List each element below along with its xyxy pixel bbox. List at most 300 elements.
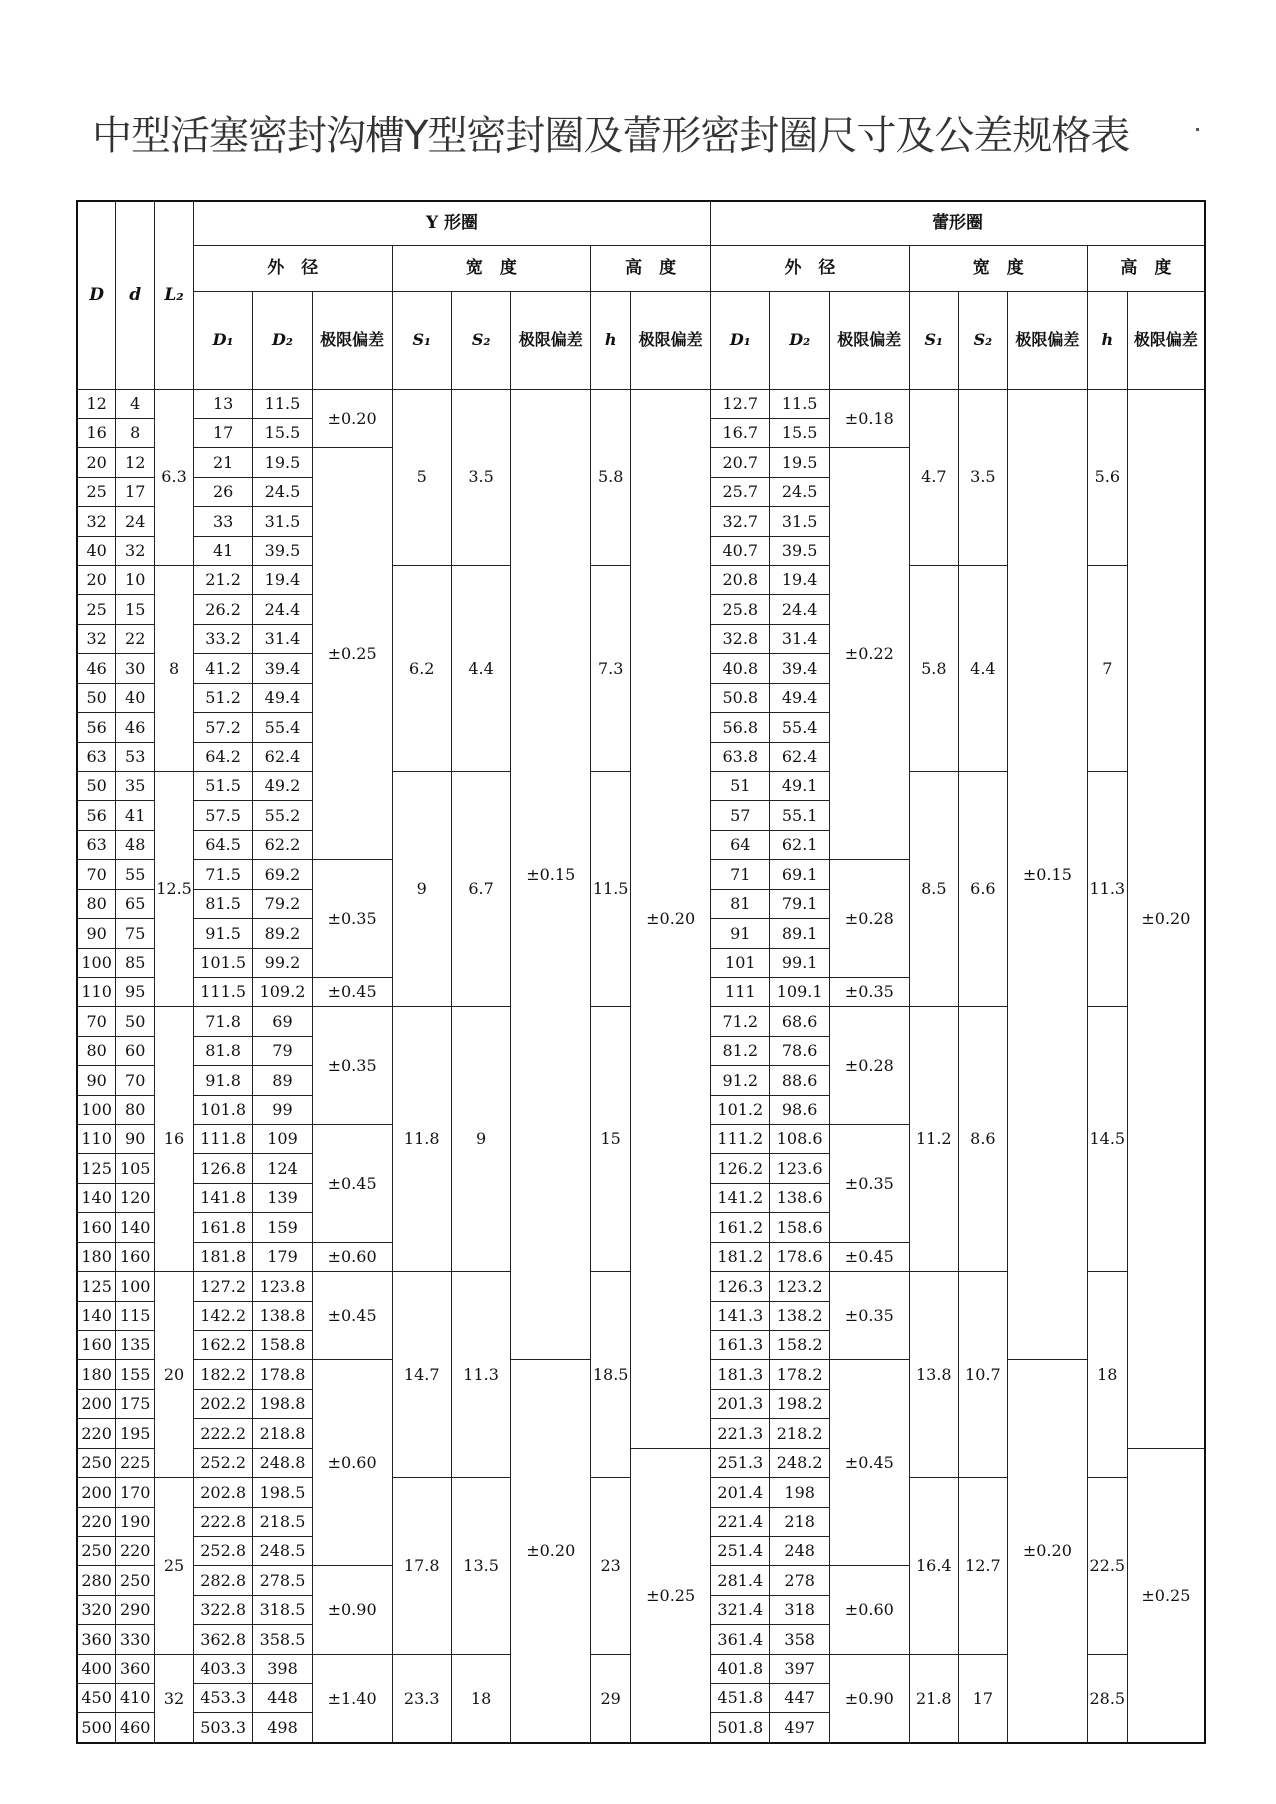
header-bud-width: 宽 度 <box>909 245 1087 291</box>
cell-y-D1: 222.8 <box>193 1507 252 1536</box>
cell-y-D1: 64.2 <box>193 742 252 771</box>
cell-bud-D1: 501.8 <box>711 1713 770 1743</box>
cell-bud-od-tolerance: ±0.35 <box>829 1125 909 1243</box>
cell-bud-D1: 12.7 <box>711 389 770 418</box>
cell-bud-D1: 126.3 <box>711 1272 770 1301</box>
cell-y-D2: 198.8 <box>253 1389 312 1418</box>
cell-bud-width-tolerance: ±0.20 <box>1007 1360 1087 1743</box>
header-y-ring: Y 形圈 <box>193 201 710 245</box>
cell-bud-D1: 40.7 <box>711 536 770 565</box>
cell-d: 75 <box>116 919 155 948</box>
cell-y-D1: 453.3 <box>193 1684 252 1713</box>
cell-bud-D1: 111.2 <box>711 1125 770 1154</box>
cell-bud-S1: 8.5 <box>909 771 958 1006</box>
cell-bud-D2: 123.6 <box>770 1154 829 1183</box>
cell-bud-D2: 39.4 <box>770 654 829 683</box>
cell-d: 135 <box>116 1331 155 1360</box>
cell-d: 53 <box>116 742 155 771</box>
cell-D: 20 <box>77 448 116 477</box>
cell-bud-S2: 10.7 <box>958 1272 1007 1478</box>
cell-y-D1: 21.2 <box>193 566 252 595</box>
cell-y-od-tolerance: ±0.45 <box>312 1125 392 1243</box>
cell-bud-D1: 451.8 <box>711 1684 770 1713</box>
cell-y-D1: 71.5 <box>193 860 252 889</box>
cell-bud-D2: 69.1 <box>770 860 829 889</box>
cell-y-S2: 9 <box>451 1007 510 1272</box>
cell-d: 95 <box>116 977 155 1006</box>
cell-d: 12 <box>116 448 155 477</box>
cell-bud-D2: 55.1 <box>770 801 829 830</box>
cell-bud-D2: 68.6 <box>770 1007 829 1036</box>
cell-d: 10 <box>116 566 155 595</box>
cell-bud-h: 18 <box>1087 1272 1127 1478</box>
cell-bud-D1: 32.8 <box>711 624 770 653</box>
cell-D: 50 <box>77 683 116 712</box>
cell-bud-D2: 99.1 <box>770 948 829 977</box>
cell-d: 60 <box>116 1036 155 1065</box>
cell-d: 35 <box>116 771 155 800</box>
header-L2: L₂ <box>155 201 194 389</box>
cell-d: 175 <box>116 1389 155 1418</box>
cell-y-D1: 33 <box>193 507 252 536</box>
cell-y-od-tolerance: ±0.25 <box>312 448 392 860</box>
cell-d: 140 <box>116 1213 155 1242</box>
cell-d: 40 <box>116 683 155 712</box>
cell-d: 195 <box>116 1419 155 1448</box>
cell-d: 50 <box>116 1007 155 1036</box>
cell-d: 170 <box>116 1478 155 1507</box>
header-bud-height-deviation: 极限偏差 <box>1127 291 1205 389</box>
cell-bud-D2: 98.6 <box>770 1095 829 1124</box>
cell-bud-D2: 138.6 <box>770 1183 829 1212</box>
cell-D: 63 <box>77 830 116 859</box>
cell-y-D1: 26 <box>193 477 252 506</box>
cell-y-D2: 62.4 <box>253 742 312 771</box>
cell-d: 70 <box>116 1066 155 1095</box>
cell-D: 63 <box>77 742 116 771</box>
cell-bud-D2: 218 <box>770 1507 829 1536</box>
cell-y-height-tolerance: ±0.25 <box>631 1448 711 1743</box>
cell-y-D2: 39.5 <box>253 536 312 565</box>
cell-y-od-tolerance: ±0.35 <box>312 1007 392 1125</box>
cell-y-D1: 17 <box>193 418 252 447</box>
cell-bud-D1: 141.3 <box>711 1301 770 1330</box>
header-y-S1: S₁ <box>392 291 451 389</box>
cell-y-S2: 6.7 <box>451 771 510 1006</box>
cell-bud-D1: 161.3 <box>711 1331 770 1360</box>
cell-bud-od-tolerance: ±0.35 <box>829 1272 909 1360</box>
cell-bud-D1: 401.8 <box>711 1654 770 1683</box>
cell-D: 250 <box>77 1448 116 1477</box>
cell-y-D2: 179 <box>253 1242 312 1271</box>
cell-y-D1: 127.2 <box>193 1272 252 1301</box>
cell-bud-D2: 24.4 <box>770 595 829 624</box>
cell-y-D2: 39.4 <box>253 654 312 683</box>
cell-bud-S1: 13.8 <box>909 1272 958 1478</box>
cell-bud-od-tolerance: ±0.18 <box>829 389 909 448</box>
cell-D: 100 <box>77 948 116 977</box>
title-dot-mark <box>1196 128 1199 131</box>
cell-bud-D1: 251.3 <box>711 1448 770 1477</box>
cell-bud-S2: 6.6 <box>958 771 1007 1006</box>
cell-D: 20 <box>77 566 116 595</box>
cell-bud-D2: 11.5 <box>770 389 829 418</box>
cell-bud-D1: 16.7 <box>711 418 770 447</box>
cell-bud-D1: 101.2 <box>711 1095 770 1124</box>
cell-bud-D2: 108.6 <box>770 1125 829 1154</box>
header-y-width: 宽 度 <box>392 245 591 291</box>
cell-d: 120 <box>116 1183 155 1212</box>
cell-D: 56 <box>77 801 116 830</box>
cell-y-D2: 79.2 <box>253 889 312 918</box>
cell-D: 500 <box>77 1713 116 1743</box>
header-y-h: h <box>591 291 631 389</box>
cell-y-D1: 182.2 <box>193 1360 252 1389</box>
cell-y-D1: 403.3 <box>193 1654 252 1683</box>
cell-y-S2: 3.5 <box>451 389 510 566</box>
cell-bud-D2: 447 <box>770 1684 829 1713</box>
cell-D: 70 <box>77 860 116 889</box>
cell-y-height-tolerance: ±0.20 <box>631 389 711 1448</box>
cell-y-D2: 69.2 <box>253 860 312 889</box>
cell-d: 220 <box>116 1536 155 1565</box>
cell-d: 155 <box>116 1360 155 1389</box>
cell-y-D2: 24.4 <box>253 595 312 624</box>
cell-y-D2: 178.8 <box>253 1360 312 1389</box>
cell-y-D2: 109 <box>253 1125 312 1154</box>
cell-d: 460 <box>116 1713 155 1743</box>
cell-d: 90 <box>116 1125 155 1154</box>
cell-y-D1: 101.8 <box>193 1095 252 1124</box>
cell-bud-od-tolerance: ±0.22 <box>829 448 909 860</box>
cell-y-S1: 23.3 <box>392 1654 451 1743</box>
table-body <box>77 389 1205 1743</box>
cell-bud-S2: 12.7 <box>958 1478 1007 1655</box>
cell-y-D1: 41.2 <box>193 654 252 683</box>
cell-bud-S1: 5.8 <box>909 566 958 772</box>
cell-y-D1: 91.8 <box>193 1066 252 1095</box>
cell-y-D2: 79 <box>253 1036 312 1065</box>
cell-D: 40 <box>77 536 116 565</box>
cell-bud-S2: 17 <box>958 1654 1007 1743</box>
cell-D: 125 <box>77 1154 116 1183</box>
cell-y-D2: 69 <box>253 1007 312 1036</box>
cell-D: 25 <box>77 595 116 624</box>
cell-D: 140 <box>77 1183 116 1212</box>
cell-y-D1: 26.2 <box>193 595 252 624</box>
header-bud-od-deviation: 极限偏差 <box>829 291 909 389</box>
cell-y-D1: 51.5 <box>193 771 252 800</box>
cell-bud-D2: 89.1 <box>770 919 829 948</box>
cell-d: 4 <box>116 389 155 418</box>
cell-D: 80 <box>77 1036 116 1065</box>
cell-bud-D2: 19.4 <box>770 566 829 595</box>
cell-D: 110 <box>77 1125 116 1154</box>
cell-y-S1: 14.7 <box>392 1272 451 1478</box>
cell-bud-D2: 15.5 <box>770 418 829 447</box>
cell-bud-D2: 278 <box>770 1566 829 1595</box>
cell-bud-D1: 101 <box>711 948 770 977</box>
cell-d: 15 <box>116 595 155 624</box>
cell-bud-D2: 88.6 <box>770 1066 829 1095</box>
cell-D: 220 <box>77 1419 116 1448</box>
cell-y-D1: 81.5 <box>193 889 252 918</box>
cell-y-D2: 398 <box>253 1654 312 1683</box>
cell-D: 90 <box>77 919 116 948</box>
cell-d: 80 <box>116 1095 155 1124</box>
cell-d: 46 <box>116 713 155 742</box>
cell-bud-D2: 397 <box>770 1654 829 1683</box>
cell-D: 200 <box>77 1389 116 1418</box>
cell-y-D2: 248.8 <box>253 1448 312 1477</box>
cell-bud-od-tolerance: ±0.45 <box>829 1360 909 1566</box>
cell-bud-S1: 11.2 <box>909 1007 958 1272</box>
cell-bud-D2: 497 <box>770 1713 829 1743</box>
cell-D: 12 <box>77 389 116 418</box>
cell-bud-D2: 109.1 <box>770 977 829 1006</box>
cell-bud-height-tolerance: ±0.20 <box>1127 389 1205 1448</box>
header-y-D1: D₁ <box>193 291 252 389</box>
cell-bud-od-tolerance: ±0.35 <box>829 977 909 1006</box>
cell-y-D2: 49.2 <box>253 771 312 800</box>
cell-bud-D2: 158.6 <box>770 1213 829 1242</box>
cell-y-D2: 31.5 <box>253 507 312 536</box>
cell-d: 65 <box>116 889 155 918</box>
cell-y-D2: 62.2 <box>253 830 312 859</box>
cell-bud-S2: 3.5 <box>958 389 1007 566</box>
cell-bud-D1: 32.7 <box>711 507 770 536</box>
cell-bud-D1: 201.3 <box>711 1389 770 1418</box>
cell-bud-D2: 158.2 <box>770 1331 829 1360</box>
cell-y-D2: 123.8 <box>253 1272 312 1301</box>
cell-bud-D1: 71.2 <box>711 1007 770 1036</box>
cell-L2: 16 <box>155 1007 194 1272</box>
cell-D: 400 <box>77 1654 116 1683</box>
cell-y-h: 15 <box>591 1007 631 1272</box>
cell-d: 41 <box>116 801 155 830</box>
cell-bud-D2: 78.6 <box>770 1036 829 1065</box>
cell-y-D1: 162.2 <box>193 1331 252 1360</box>
cell-d: 160 <box>116 1242 155 1271</box>
cell-bud-h: 22.5 <box>1087 1478 1127 1655</box>
cell-L2: 32 <box>155 1654 194 1743</box>
cell-bud-h: 11.3 <box>1087 771 1127 1006</box>
cell-y-width-tolerance: ±0.15 <box>511 389 591 1360</box>
cell-y-D2: 55.2 <box>253 801 312 830</box>
cell-y-D1: 362.8 <box>193 1625 252 1654</box>
cell-D: 320 <box>77 1595 116 1624</box>
cell-D: 80 <box>77 889 116 918</box>
cell-d: 190 <box>116 1507 155 1536</box>
cell-y-D2: 24.5 <box>253 477 312 506</box>
cell-bud-D1: 361.4 <box>711 1625 770 1654</box>
cell-bud-D1: 181.3 <box>711 1360 770 1389</box>
cell-y-D2: 31.4 <box>253 624 312 653</box>
cell-bud-D1: 201.4 <box>711 1478 770 1507</box>
header-y-D2: D₂ <box>253 291 312 389</box>
cell-bud-od-tolerance: ±0.45 <box>829 1242 909 1271</box>
cell-y-D1: 282.8 <box>193 1566 252 1595</box>
cell-y-D2: 278.5 <box>253 1566 312 1595</box>
cell-y-D2: 158.8 <box>253 1331 312 1360</box>
cell-y-D1: 71.8 <box>193 1007 252 1036</box>
cell-bud-D1: 57 <box>711 801 770 830</box>
cell-bud-D2: 79.1 <box>770 889 829 918</box>
cell-bud-D2: 138.2 <box>770 1301 829 1330</box>
cell-y-S1: 9 <box>392 771 451 1006</box>
cell-bud-D1: 321.4 <box>711 1595 770 1624</box>
cell-y-D1: 161.8 <box>193 1213 252 1242</box>
cell-bud-S1: 21.8 <box>909 1654 958 1743</box>
cell-d: 8 <box>116 418 155 447</box>
cell-bud-D1: 51 <box>711 771 770 800</box>
cell-bud-D1: 141.2 <box>711 1183 770 1212</box>
cell-bud-D2: 248.2 <box>770 1448 829 1477</box>
cell-bud-D2: 248 <box>770 1536 829 1565</box>
header-bud-h: h <box>1087 291 1127 389</box>
cell-d: 330 <box>116 1625 155 1654</box>
cell-bud-D2: 358 <box>770 1625 829 1654</box>
cell-bud-D1: 126.2 <box>711 1154 770 1183</box>
cell-d: 32 <box>116 536 155 565</box>
cell-y-D2: 109.2 <box>253 977 312 1006</box>
cell-D: 180 <box>77 1360 116 1389</box>
cell-bud-D1: 221.3 <box>711 1419 770 1448</box>
cell-d: 250 <box>116 1566 155 1595</box>
cell-y-D1: 91.5 <box>193 919 252 948</box>
cell-y-D1: 503.3 <box>193 1713 252 1743</box>
cell-L2: 20 <box>155 1272 194 1478</box>
cell-bud-D2: 318 <box>770 1595 829 1624</box>
cell-D: 140 <box>77 1301 116 1330</box>
cell-y-D2: 358.5 <box>253 1625 312 1654</box>
cell-y-D2: 138.8 <box>253 1301 312 1330</box>
cell-d: 30 <box>116 654 155 683</box>
cell-bud-h: 5.6 <box>1087 389 1127 566</box>
cell-bud-D2: 62.4 <box>770 742 829 771</box>
cell-y-D1: 322.8 <box>193 1595 252 1624</box>
cell-bud-D1: 181.2 <box>711 1242 770 1271</box>
cell-D: 50 <box>77 771 116 800</box>
cell-bud-S1: 4.7 <box>909 389 958 566</box>
cell-L2: 6.3 <box>155 389 194 566</box>
cell-bud-D2: 39.5 <box>770 536 829 565</box>
cell-y-D1: 141.8 <box>193 1183 252 1212</box>
header-D: D <box>77 201 116 389</box>
cell-y-D1: 57.2 <box>193 713 252 742</box>
cell-y-od-tolerance: ±0.60 <box>312 1242 392 1271</box>
cell-bud-D1: 25.7 <box>711 477 770 506</box>
cell-y-D1: 252.8 <box>193 1536 252 1565</box>
table-row <box>77 389 1205 418</box>
cell-bud-S2: 8.6 <box>958 1007 1007 1272</box>
cell-y-D1: 41 <box>193 536 252 565</box>
cell-D: 160 <box>77 1213 116 1242</box>
cell-y-D2: 11.5 <box>253 389 312 418</box>
cell-bud-D1: 63.8 <box>711 742 770 771</box>
cell-d: 55 <box>116 860 155 889</box>
cell-y-D1: 181.8 <box>193 1242 252 1271</box>
cell-y-D1: 81.8 <box>193 1036 252 1065</box>
header-bud-ring: 蕾形圈 <box>711 201 1205 245</box>
cell-D: 280 <box>77 1566 116 1595</box>
cell-y-D1: 222.2 <box>193 1419 252 1448</box>
header-y-outer-diameter: 外 径 <box>193 245 392 291</box>
cell-y-D2: 218.5 <box>253 1507 312 1536</box>
cell-bud-D2: 55.4 <box>770 713 829 742</box>
cell-bud-D1: 81 <box>711 889 770 918</box>
header-y-height-deviation: 极限偏差 <box>631 291 711 389</box>
cell-y-D1: 202.2 <box>193 1389 252 1418</box>
cell-y-h: 23 <box>591 1478 631 1655</box>
cell-y-D2: 498 <box>253 1713 312 1743</box>
cell-bud-D1: 56.8 <box>711 713 770 742</box>
cell-bud-D1: 40.8 <box>711 654 770 683</box>
cell-y-D2: 49.4 <box>253 683 312 712</box>
cell-y-D2: 448 <box>253 1684 312 1713</box>
cell-y-D1: 202.8 <box>193 1478 252 1507</box>
cell-bud-D2: 31.4 <box>770 624 829 653</box>
cell-y-D1: 126.8 <box>193 1154 252 1183</box>
cell-y-D1: 142.2 <box>193 1301 252 1330</box>
cell-d: 225 <box>116 1448 155 1477</box>
cell-y-D1: 252.2 <box>193 1448 252 1477</box>
cell-y-width-tolerance: ±0.20 <box>511 1360 591 1743</box>
cell-D: 250 <box>77 1536 116 1565</box>
cell-bud-D1: 71 <box>711 860 770 889</box>
cell-y-h: 7.3 <box>591 566 631 772</box>
cell-bud-D2: 49.4 <box>770 683 829 712</box>
cell-D: 16 <box>77 418 116 447</box>
cell-bud-D1: 281.4 <box>711 1566 770 1595</box>
cell-d: 17 <box>116 477 155 506</box>
cell-L2: 25 <box>155 1478 194 1655</box>
cell-D: 32 <box>77 624 116 653</box>
cell-bud-D2: 198.2 <box>770 1389 829 1418</box>
cell-bud-D1: 64 <box>711 830 770 859</box>
cell-y-D1: 21 <box>193 448 252 477</box>
cell-bud-D1: 91.2 <box>711 1066 770 1095</box>
cell-bud-D1: 221.4 <box>711 1507 770 1536</box>
cell-bud-od-tolerance: ±0.28 <box>829 1007 909 1125</box>
cell-y-od-tolerance: ±0.45 <box>312 977 392 1006</box>
cell-d: 22 <box>116 624 155 653</box>
cell-D: 360 <box>77 1625 116 1654</box>
cell-y-D1: 111.8 <box>193 1125 252 1154</box>
cell-bud-D1: 81.2 <box>711 1036 770 1065</box>
cell-y-S1: 11.8 <box>392 1007 451 1272</box>
header-y-od-deviation: 极限偏差 <box>312 291 392 389</box>
cell-d: 410 <box>116 1684 155 1713</box>
cell-bud-D2: 123.2 <box>770 1272 829 1301</box>
cell-y-S2: 11.3 <box>451 1272 510 1478</box>
cell-y-od-tolerance: ±0.35 <box>312 860 392 978</box>
cell-y-S1: 6.2 <box>392 566 451 772</box>
cell-y-D1: 64.5 <box>193 830 252 859</box>
cell-y-od-tolerance: ±0.60 <box>312 1360 392 1566</box>
cell-y-D2: 139 <box>253 1183 312 1212</box>
cell-D: 32 <box>77 507 116 536</box>
cell-D: 220 <box>77 1507 116 1536</box>
cell-y-D1: 101.5 <box>193 948 252 977</box>
cell-bud-D2: 19.5 <box>770 448 829 477</box>
cell-y-S2: 13.5 <box>451 1478 510 1655</box>
cell-bud-D1: 50.8 <box>711 683 770 712</box>
cell-d: 85 <box>116 948 155 977</box>
cell-bud-D1: 161.2 <box>711 1213 770 1242</box>
page-title: 中型活塞密封沟槽Y型密封圈及蕾形密封圈尺寸及公差规格表 <box>92 113 1130 159</box>
cell-y-D2: 19.4 <box>253 566 312 595</box>
